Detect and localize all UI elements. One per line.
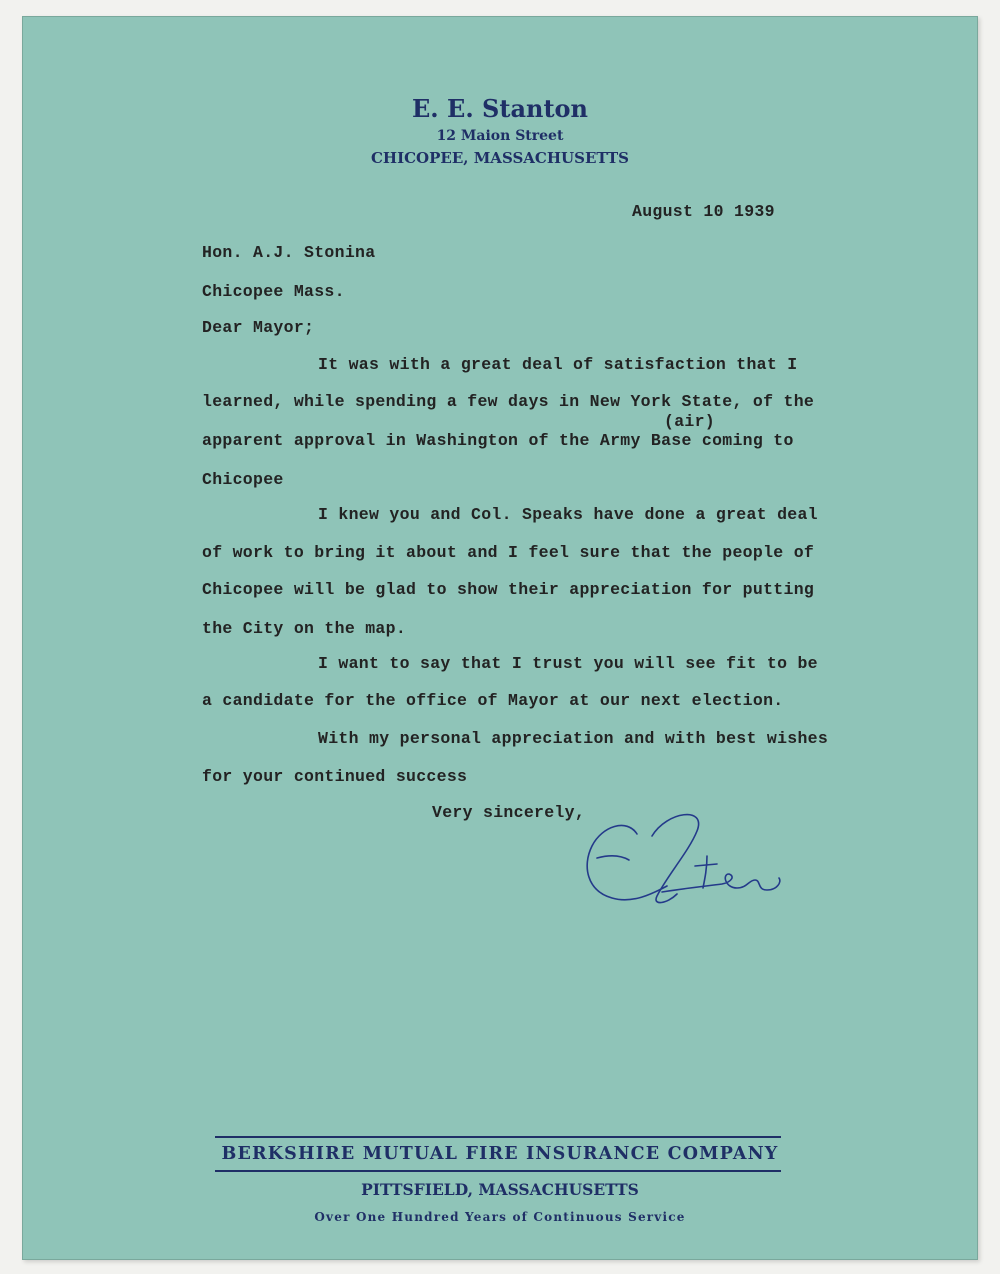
body-line: With my personal appreciation and with best wishes xyxy=(318,729,829,748)
body-line: for your continued success xyxy=(202,767,468,786)
recipient-name: Hon. A.J. Stonina xyxy=(202,243,376,262)
body-line: It was with a great deal of satisfaction that I xyxy=(318,355,798,374)
body-line: apparent approval in Washington of the Army Base coming to xyxy=(202,431,794,450)
recipient-city: Chicopee Mass. xyxy=(202,282,345,301)
body-line: the City on the map. xyxy=(202,619,407,638)
footer-location: PITTSFIELD, MASSACHUSETTS xyxy=(361,1180,639,1199)
footer-company: BERKSHIRE MUTUAL FIRE INSURANCE COMPANY xyxy=(221,1144,779,1164)
letterhead-street: 12 Maion Street xyxy=(436,128,564,144)
handwritten-insert: (air) xyxy=(664,412,716,431)
letter-page xyxy=(22,16,978,1260)
body-line: learned, while spending a few days in New York State, of the xyxy=(202,392,815,411)
footer-rule-top xyxy=(215,1136,781,1138)
letterhead-name: E. E. Stanton xyxy=(412,94,588,123)
closing: Very sincerely, xyxy=(432,803,586,822)
letterhead-city: CHICOPEE, MASSACHUSETTS xyxy=(370,149,630,167)
body-line: Chicopee xyxy=(202,470,284,489)
body-line: of work to bring it about and I feel sure that the people of xyxy=(202,543,815,562)
letter-date: August 10 1939 xyxy=(632,202,775,221)
body-line: I want to say that I trust you will see fit to be xyxy=(318,654,818,673)
salutation: Dear Mayor; xyxy=(202,318,315,337)
footer-tagline: Over One Hundred Years of Continuous Service xyxy=(314,1210,686,1224)
body-line: Chicopee will be glad to show their appreciation for putting xyxy=(202,580,815,599)
footer-rule-bottom xyxy=(215,1170,781,1172)
signature xyxy=(557,796,787,916)
body-line: I knew you and Col. Speaks have done a great deal xyxy=(318,505,818,524)
body-line: a candidate for the office of Mayor at our next election. xyxy=(202,691,784,710)
